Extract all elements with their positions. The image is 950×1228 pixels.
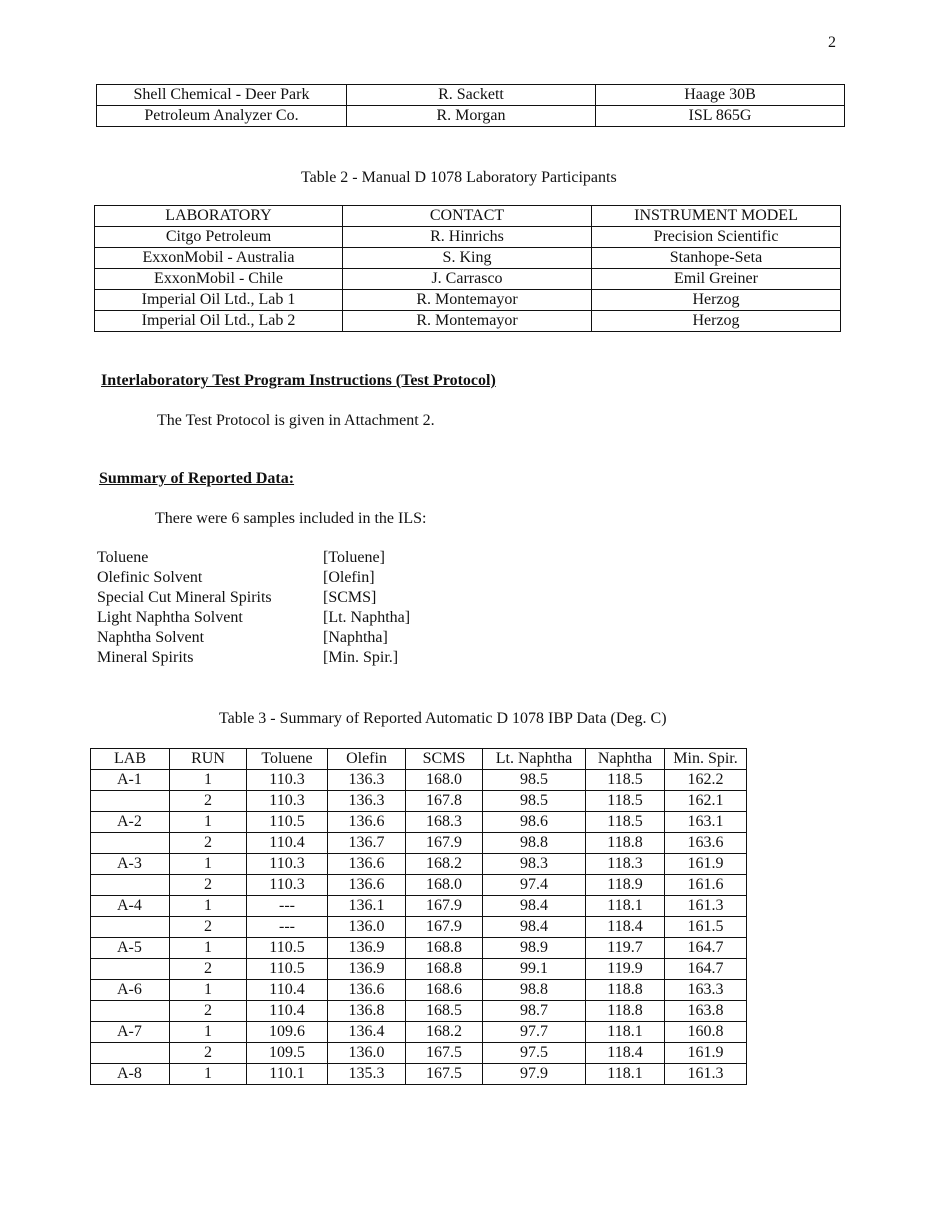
- column-header: Toluene: [247, 749, 328, 770]
- table-cell: 136.4: [328, 1022, 406, 1043]
- table-cell: 98.8: [483, 980, 586, 1001]
- table-cell: 136.1: [328, 896, 406, 917]
- lab-cell: [91, 1001, 170, 1022]
- table-row: [95, 269, 841, 290]
- table-cell: 118.4: [586, 917, 665, 938]
- table-cell: 2: [170, 1001, 247, 1022]
- table3-caption: Table 3 - Summary of Reported Automatic D 1078 IBP Data (Deg. C): [219, 710, 667, 727]
- table-row: [91, 938, 747, 959]
- table-cell: 136.0: [328, 1043, 406, 1064]
- table-cell: 1: [170, 938, 247, 959]
- column-header: LAB: [91, 749, 170, 770]
- column-header: SCMS: [406, 749, 483, 770]
- table-cell: J. Carrasco: [343, 269, 592, 290]
- table-row: [97, 85, 845, 106]
- table-cell: 1: [170, 770, 247, 791]
- table-row: [97, 106, 845, 127]
- table-cell: 98.7: [483, 1001, 586, 1022]
- table-cell: 118.9: [586, 875, 665, 896]
- table-cell: 2: [170, 833, 247, 854]
- table-row: [91, 854, 747, 875]
- table-cell: ExxonMobil - Australia: [95, 248, 343, 269]
- table-cell: 161.6: [665, 875, 747, 896]
- table-cell: 162.1: [665, 791, 747, 812]
- lab-cell: A-1: [91, 770, 170, 791]
- table-cell: 98.5: [483, 791, 586, 812]
- table-cell: 160.8: [665, 1022, 747, 1043]
- table-cell: 168.2: [406, 1022, 483, 1043]
- table-cell: ExxonMobil - Chile: [95, 269, 343, 290]
- column-header: Naphtha: [586, 749, 665, 770]
- table-cell: 167.5: [406, 1064, 483, 1085]
- table-row: [91, 896, 747, 917]
- lab-cell: [91, 791, 170, 812]
- list-item: [97, 608, 437, 628]
- table2-caption: Table 2 - Manual D 1078 Laboratory Participants: [301, 169, 617, 186]
- table-cell: 98.8: [483, 833, 586, 854]
- manual-participants-table: [94, 205, 841, 332]
- table-cell: 163.8: [665, 1001, 747, 1022]
- table-cell: 161.9: [665, 1043, 747, 1064]
- lab-cell: [91, 1043, 170, 1064]
- table-cell: 136.3: [328, 770, 406, 791]
- table-cell: 98.4: [483, 917, 586, 938]
- table-cell: 136.6: [328, 854, 406, 875]
- table-cell: 164.7: [665, 959, 747, 980]
- table-cell: R. Sackett: [347, 85, 596, 106]
- table-cell: 97.7: [483, 1022, 586, 1043]
- table-cell: 98.5: [483, 770, 586, 791]
- table-cell: 118.8: [586, 1001, 665, 1022]
- table-cell: 161.5: [665, 917, 747, 938]
- table-cell: 1: [170, 1022, 247, 1043]
- lab-cell: [91, 833, 170, 854]
- table-cell: Stanhope-Seta: [592, 248, 841, 269]
- table-cell: Herzog: [592, 311, 841, 332]
- table-cell: Shell Chemical - Deer Park: [97, 85, 347, 106]
- table2-body: [95, 227, 841, 332]
- table-row: [91, 980, 747, 1001]
- table-cell: 2: [170, 917, 247, 938]
- sample-name: Naphtha Solvent: [97, 629, 205, 646]
- table-cell: 168.0: [406, 875, 483, 896]
- list-item: [97, 648, 437, 668]
- table-cell: 136.0: [328, 917, 406, 938]
- sample-abbreviation: [Lt. Naphtha]: [323, 609, 411, 626]
- table-row: [91, 917, 747, 938]
- table-cell: 168.8: [406, 938, 483, 959]
- table-header-row: [91, 749, 747, 770]
- table-cell: 110.4: [247, 980, 328, 1001]
- protocol-heading: Interlaboratory Test Program Instructions (Test Protocol): [101, 372, 496, 389]
- samples-intro: There were 6 samples included in the ILS:: [155, 510, 427, 527]
- table-cell: 1: [170, 854, 247, 875]
- table-row: [95, 227, 841, 248]
- sample-name: Toluene: [97, 549, 149, 566]
- table-cell: 110.3: [247, 875, 328, 896]
- table-cell: Petroleum Analyzer Co.: [97, 106, 347, 127]
- table-cell: 110.5: [247, 938, 328, 959]
- sample-abbreviation: [Olefin]: [323, 569, 375, 586]
- table3-body: [91, 770, 747, 1085]
- table-cell: 118.5: [586, 770, 665, 791]
- table-cell: Imperial Oil Ltd., Lab 2: [95, 311, 343, 332]
- table-cell: 162.2: [665, 770, 747, 791]
- table-cell: 167.9: [406, 896, 483, 917]
- table-row: [91, 1022, 747, 1043]
- table-cell: 167.9: [406, 917, 483, 938]
- sample-name: Mineral Spirits: [97, 649, 194, 666]
- lab-cell: A-3: [91, 854, 170, 875]
- table-cell: 1: [170, 980, 247, 1001]
- column-header: Min. Spir.: [665, 749, 747, 770]
- table-cell: 110.5: [247, 959, 328, 980]
- table-cell: R. Montemayor: [343, 290, 592, 311]
- table-cell: Citgo Petroleum: [95, 227, 343, 248]
- sample-abbreviation: [SCMS]: [323, 589, 377, 606]
- table-row: [91, 1064, 747, 1085]
- table-cell: 168.0: [406, 770, 483, 791]
- table-cell: 167.9: [406, 833, 483, 854]
- table-cell: 168.5: [406, 1001, 483, 1022]
- table-cell: 163.6: [665, 833, 747, 854]
- table-cell: 119.9: [586, 959, 665, 980]
- table-cell: 119.7: [586, 938, 665, 959]
- table1-body: [97, 85, 845, 127]
- lab-cell: A-4: [91, 896, 170, 917]
- lab-cell: A-2: [91, 812, 170, 833]
- table-cell: R. Hinrichs: [343, 227, 592, 248]
- table-cell: 161.3: [665, 1064, 747, 1085]
- ibp-data-table: [90, 748, 747, 1085]
- table-row: [91, 959, 747, 980]
- table-cell: 118.1: [586, 1022, 665, 1043]
- table-cell: 97.5: [483, 1043, 586, 1064]
- table-cell: 110.3: [247, 854, 328, 875]
- table-header-row: [95, 206, 841, 227]
- column-header: INSTRUMENT MODEL: [592, 206, 841, 227]
- table-cell: 168.8: [406, 959, 483, 980]
- table-cell: 1: [170, 896, 247, 917]
- summary-heading: Summary of Reported Data:: [99, 470, 295, 487]
- lab-cell: A-8: [91, 1064, 170, 1085]
- table-cell: 1: [170, 1064, 247, 1085]
- table-cell: Imperial Oil Ltd., Lab 1: [95, 290, 343, 311]
- list-item: [97, 548, 437, 568]
- table-cell: 1: [170, 812, 247, 833]
- table-cell: 167.8: [406, 791, 483, 812]
- table-cell: 110.4: [247, 833, 328, 854]
- table-cell: Haage 30B: [596, 85, 845, 106]
- table-cell: 110.3: [247, 791, 328, 812]
- table-cell: 167.5: [406, 1043, 483, 1064]
- table-cell: 136.9: [328, 938, 406, 959]
- table-cell: Emil Greiner: [592, 269, 841, 290]
- table-cell: 118.1: [586, 896, 665, 917]
- lab-cell: [91, 959, 170, 980]
- table-cell: 110.4: [247, 1001, 328, 1022]
- table-cell: 98.3: [483, 854, 586, 875]
- table-cell: 135.3: [328, 1064, 406, 1085]
- table-cell: 98.6: [483, 812, 586, 833]
- table-cell: S. King: [343, 248, 592, 269]
- column-header: Lt. Naphtha: [483, 749, 586, 770]
- table-cell: Herzog: [592, 290, 841, 311]
- table-cell: 2: [170, 959, 247, 980]
- table-cell: 136.6: [328, 875, 406, 896]
- page-number: 2: [828, 34, 836, 51]
- table-cell: 136.7: [328, 833, 406, 854]
- table-cell: 98.4: [483, 896, 586, 917]
- sample-name: Olefinic Solvent: [97, 569, 203, 586]
- table-cell: 136.9: [328, 959, 406, 980]
- table-cell: 97.9: [483, 1064, 586, 1085]
- lab-cell: [91, 875, 170, 896]
- list-item: [97, 568, 437, 588]
- sample-abbreviation: [Naphtha]: [323, 629, 388, 646]
- table-cell: 168.3: [406, 812, 483, 833]
- table-row: [91, 875, 747, 896]
- table-cell: 110.5: [247, 812, 328, 833]
- table-row: [91, 812, 747, 833]
- table-cell: 97.4: [483, 875, 586, 896]
- sample-list: [97, 548, 437, 668]
- table-cell: R. Morgan: [347, 106, 596, 127]
- table-cell: 168.2: [406, 854, 483, 875]
- sample-abbreviation: [Min. Spir.]: [323, 649, 399, 666]
- table-cell: 118.3: [586, 854, 665, 875]
- table-cell: 99.1: [483, 959, 586, 980]
- table-cell: ---: [247, 896, 328, 917]
- table-cell: 118.8: [586, 980, 665, 1001]
- table-row: [91, 1001, 747, 1022]
- table-cell: 110.1: [247, 1064, 328, 1085]
- table-cell: 161.3: [665, 896, 747, 917]
- table-cell: 2: [170, 1043, 247, 1064]
- table-row: [95, 290, 841, 311]
- table-cell: 118.5: [586, 812, 665, 833]
- sample-name: Light Naphtha Solvent: [97, 609, 243, 626]
- table-cell: 98.9: [483, 938, 586, 959]
- table-cell: 164.7: [665, 938, 747, 959]
- table-row: [91, 770, 747, 791]
- table-cell: 118.8: [586, 833, 665, 854]
- lab-cell: [91, 917, 170, 938]
- table-cell: ---: [247, 917, 328, 938]
- table-cell: 168.6: [406, 980, 483, 1001]
- table-cell: 2: [170, 791, 247, 812]
- table-cell: 110.3: [247, 770, 328, 791]
- table-cell: ISL 865G: [596, 106, 845, 127]
- list-item: [97, 628, 437, 648]
- participants-table-continued: [96, 84, 845, 127]
- table-cell: 118.1: [586, 1064, 665, 1085]
- table-cell: 118.4: [586, 1043, 665, 1064]
- table-cell: 163.1: [665, 812, 747, 833]
- column-header: RUN: [170, 749, 247, 770]
- sample-name: Special Cut Mineral Spirits: [97, 589, 272, 606]
- table-row: [91, 833, 747, 854]
- table-row: [91, 791, 747, 812]
- table-cell: 136.6: [328, 980, 406, 1001]
- table-cell: 163.3: [665, 980, 747, 1001]
- lab-cell: A-5: [91, 938, 170, 959]
- table-cell: 2: [170, 875, 247, 896]
- lab-cell: A-6: [91, 980, 170, 1001]
- sample-abbreviation: [Toluene]: [323, 549, 385, 566]
- column-header: Olefin: [328, 749, 406, 770]
- table-cell: 136.8: [328, 1001, 406, 1022]
- column-header: CONTACT: [343, 206, 592, 227]
- table-cell: 118.5: [586, 791, 665, 812]
- table-row: [91, 1043, 747, 1064]
- table-cell: 136.6: [328, 812, 406, 833]
- table-cell: 136.3: [328, 791, 406, 812]
- table-cell: Precision Scientific: [592, 227, 841, 248]
- table-cell: 109.6: [247, 1022, 328, 1043]
- table-cell: 161.9: [665, 854, 747, 875]
- protocol-text: The Test Protocol is given in Attachment 2.: [157, 412, 435, 429]
- column-header: LABORATORY: [95, 206, 343, 227]
- lab-cell: A-7: [91, 1022, 170, 1043]
- list-item: [97, 588, 437, 608]
- table-cell: R. Montemayor: [343, 311, 592, 332]
- table-cell: 109.5: [247, 1043, 328, 1064]
- table-row: [95, 311, 841, 332]
- table-row: [95, 248, 841, 269]
